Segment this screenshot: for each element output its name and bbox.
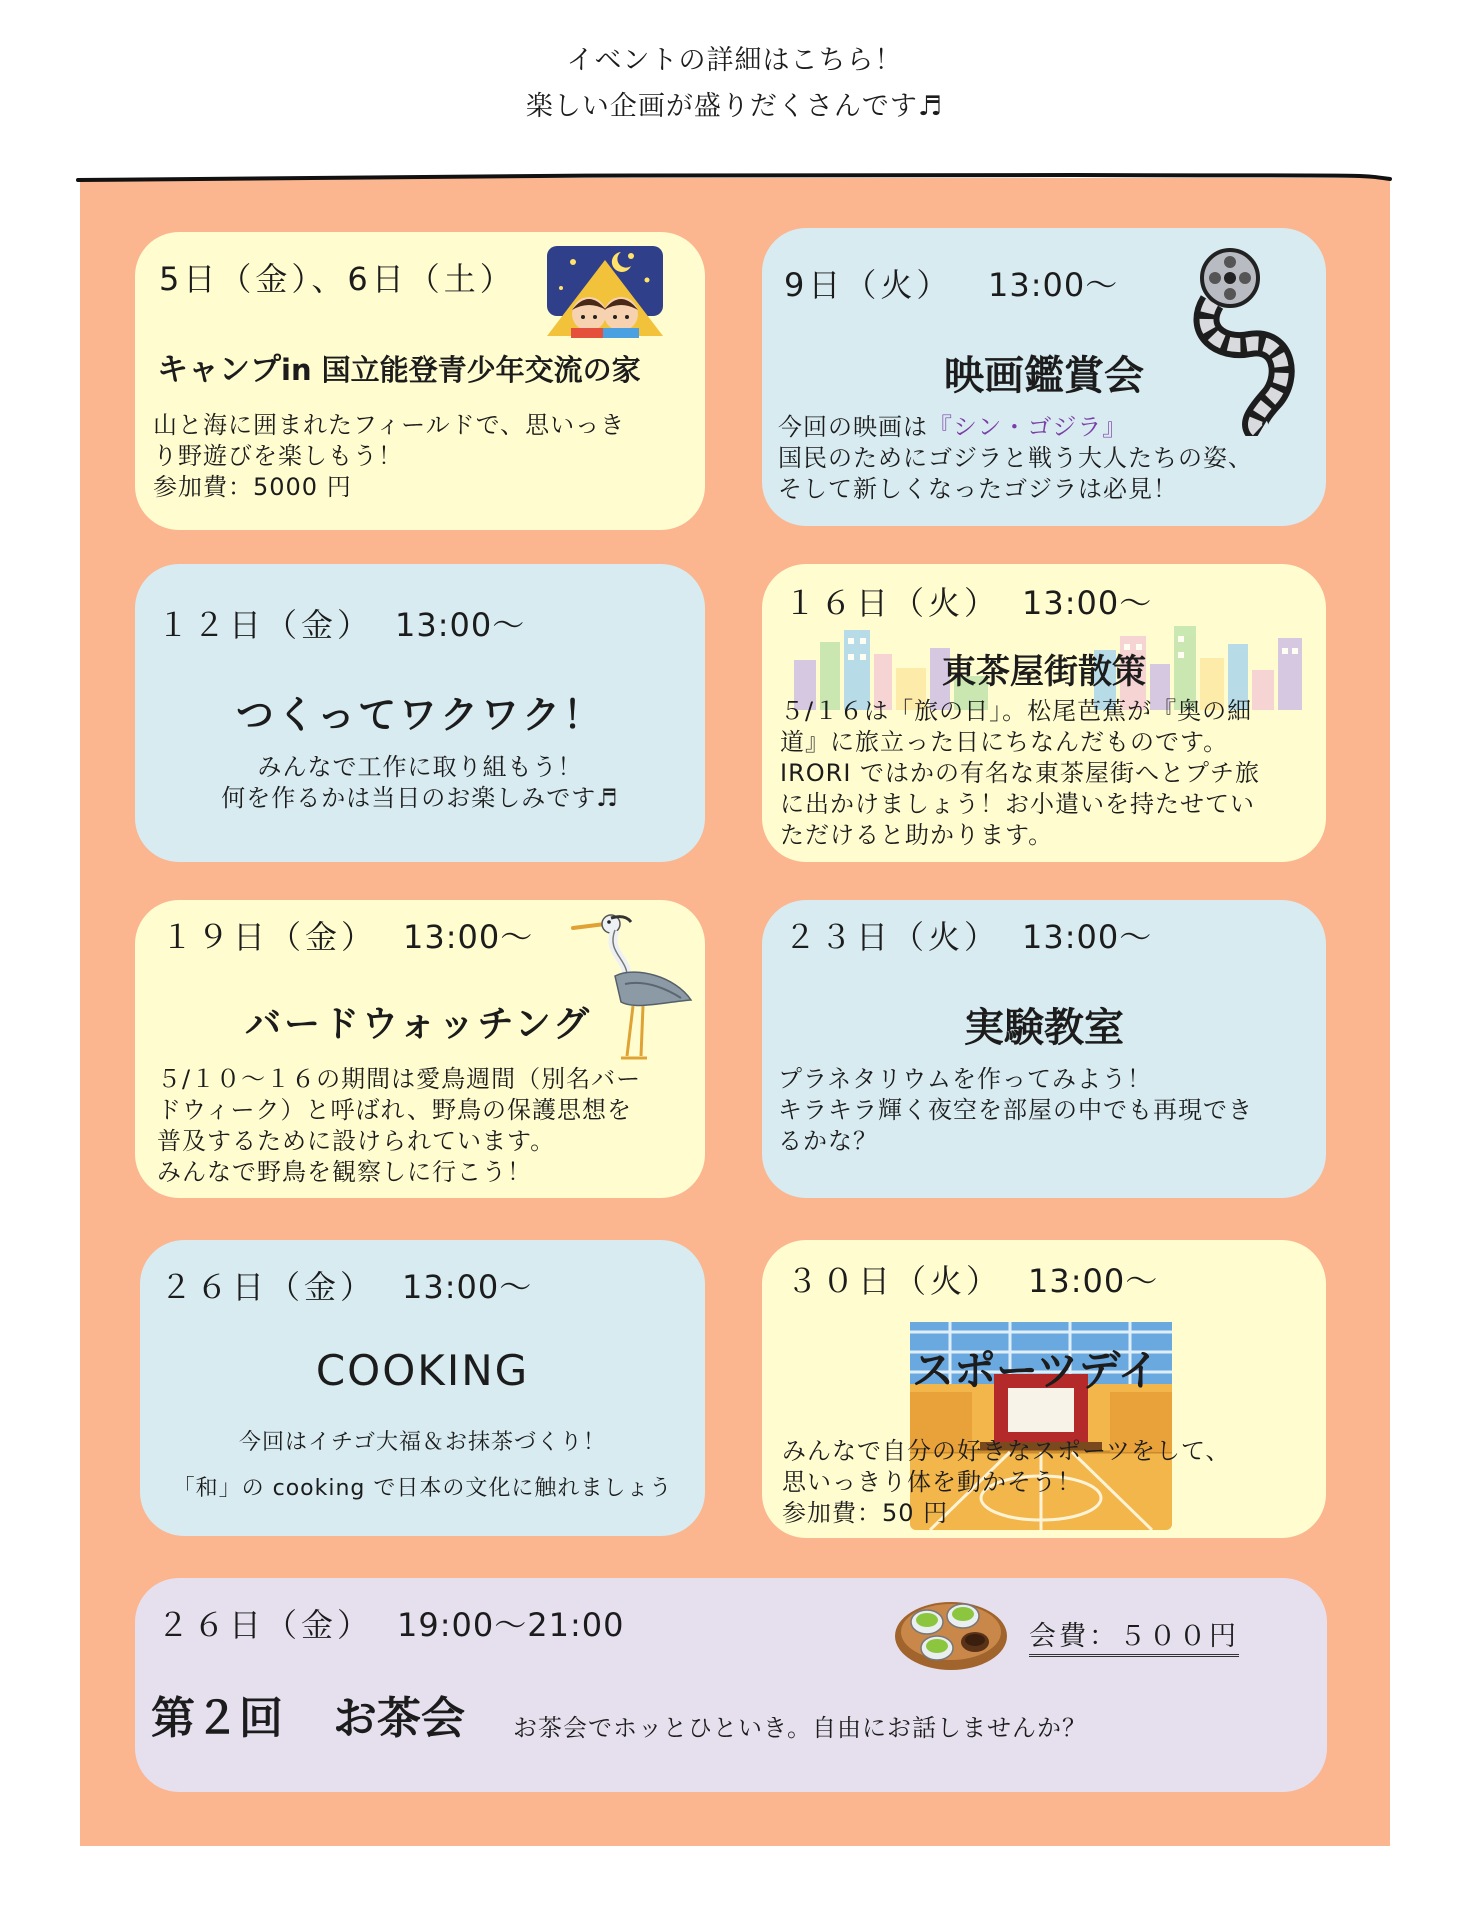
event-card-tea: [135, 1578, 1327, 1792]
event-card-movie: [762, 228, 1326, 526]
event-time: 13:00～: [403, 918, 534, 956]
desc-line: ドウィーク）と呼ばれ、野鳥の保護思想を: [157, 1096, 632, 1124]
event-time: 13:00～: [395, 606, 526, 644]
film-reel-icon: [1190, 240, 1300, 436]
intro-line-1: イベントの詳細はこちら！: [566, 45, 903, 76]
green-tea-icon: [893, 1588, 1009, 1674]
intro-text: [0, 38, 1469, 130]
event-card-sports: [762, 1240, 1326, 1538]
desc-line: 道』に旅立った日にちなんだものです。: [780, 728, 1229, 756]
event-time: 13:00～: [988, 266, 1119, 304]
desc-line: 国民のためにゴジラと戦う大人たちの姿、: [778, 444, 1253, 472]
intro-line-2: 楽しい企画が盛りだくさんです♬: [525, 91, 944, 122]
event-description: [157, 1064, 641, 1188]
event-description: [778, 1064, 1253, 1157]
desc-line: 何を作るかは当日のお楽しみです♬: [221, 784, 619, 812]
event-title: [151, 1682, 465, 1746]
event-card-walk: [762, 564, 1326, 862]
event-date: １６日（火）: [784, 584, 1001, 622]
desc-line: るかな？: [778, 1127, 878, 1155]
tent-camping-icon: [543, 242, 667, 340]
desc-prefix: 今回の映画は: [778, 413, 928, 441]
event-title: 東茶屋街散策: [942, 652, 1146, 692]
desc-line: 今回はイチゴ大福＆お抹茶づくり！: [238, 1430, 607, 1455]
event-description: [782, 1436, 1231, 1529]
event-card-craft: [135, 564, 705, 862]
film-title: 『シン・ゴジラ』: [928, 413, 1128, 441]
event-title-rest: in 国立能登青少年交流の家: [281, 353, 641, 387]
desc-line: キラキラ輝く夜空を部屋の中でも再現でき: [778, 1096, 1253, 1124]
desc-line: 「和」の cooking で日本の文化に触れましょう: [172, 1476, 673, 1501]
board-top-line: [74, 170, 1394, 188]
event-card-science: [762, 900, 1326, 1198]
desc-line: 思いっきり体を動かそう！: [782, 1468, 1082, 1496]
event-title: つくってワクワク！: [235, 693, 605, 737]
event-date: １９日（金）: [161, 918, 378, 956]
event-title: [157, 344, 641, 389]
desc-line: 山と海に囲まれたフィールドで、思いっき: [153, 411, 626, 439]
desc-line: みんなで自分の好きなスポーツをして、: [782, 1437, 1231, 1465]
event-time: 13:00～: [1022, 918, 1153, 956]
event-description: [778, 412, 1253, 505]
event-title: バードウォッチング: [245, 1004, 593, 1045]
desc-line: ５/１０～１６の期間は愛鳥週間（別名バー: [157, 1065, 642, 1093]
desc-line: ただけると助かります。: [780, 821, 1054, 849]
event-title-prefix: キャンプ: [157, 352, 281, 388]
event-time: 13:00～: [402, 1268, 533, 1306]
desc-line: ５/１６は「旅の日」。松尾芭蕉が『奥の細: [780, 697, 1253, 725]
event-description: [140, 1420, 705, 1512]
event-date: ２６日（金）: [157, 1606, 374, 1644]
desc-line: みんなで工作に取り組もう！: [257, 753, 583, 781]
desc-line: [778, 412, 1253, 443]
event-description: お茶会でホッとひといき。自由にお話しませんか？: [513, 1714, 1088, 1742]
desc-line: IRORI ではかの有名な東茶屋街へとプチ旅: [780, 759, 1261, 787]
event-title: 映画鑑賞会: [944, 353, 1144, 399]
event-card-camp: [135, 232, 705, 530]
event-title-name: お茶会: [333, 1693, 465, 1744]
event-fee: 参加費：50 円: [782, 1499, 949, 1527]
desc-line: そして新しくなったゴジラは必見！: [778, 475, 1178, 503]
event-fee: 会費：５００円: [1029, 1614, 1239, 1657]
event-date: ２６日（金）: [160, 1268, 377, 1306]
event-fee: 参加費：5000 円: [153, 473, 352, 501]
event-title-number: 第２回: [151, 1693, 283, 1744]
event-date: ２３日（火）: [784, 918, 1001, 956]
event-card-bird: [135, 900, 705, 1198]
event-time: 13:00～: [1028, 1262, 1159, 1300]
event-title: スポーツデイ: [912, 1346, 1160, 1395]
desc-line: プラネタリウムを作ってみよう！: [778, 1065, 1153, 1093]
event-title: COOKING: [315, 1346, 530, 1395]
event-description: [153, 410, 625, 503]
desc-line: みんなで野鳥を観察しに行こう！: [157, 1158, 532, 1186]
event-card-cooking: [140, 1240, 705, 1536]
event-description: [780, 696, 1260, 851]
event-date: ３０日（火）: [786, 1262, 1003, 1300]
event-date: １２日（金）: [157, 606, 374, 644]
desc-line: に出かけましょう！お小遣いを持たせてい: [780, 790, 1255, 818]
desc-line: 普及するために設けられています。: [157, 1127, 556, 1155]
event-date: 9日（火）: [784, 266, 953, 304]
event-description: [135, 752, 705, 814]
event-title: 実験教室: [964, 1005, 1124, 1051]
event-time: 13:00～: [1022, 584, 1153, 622]
event-time: 19:00～21:00: [397, 1606, 625, 1644]
event-date: 5日（金）、6日（土）: [159, 260, 516, 298]
desc-line: り野遊びを楽しもう！: [153, 442, 403, 470]
